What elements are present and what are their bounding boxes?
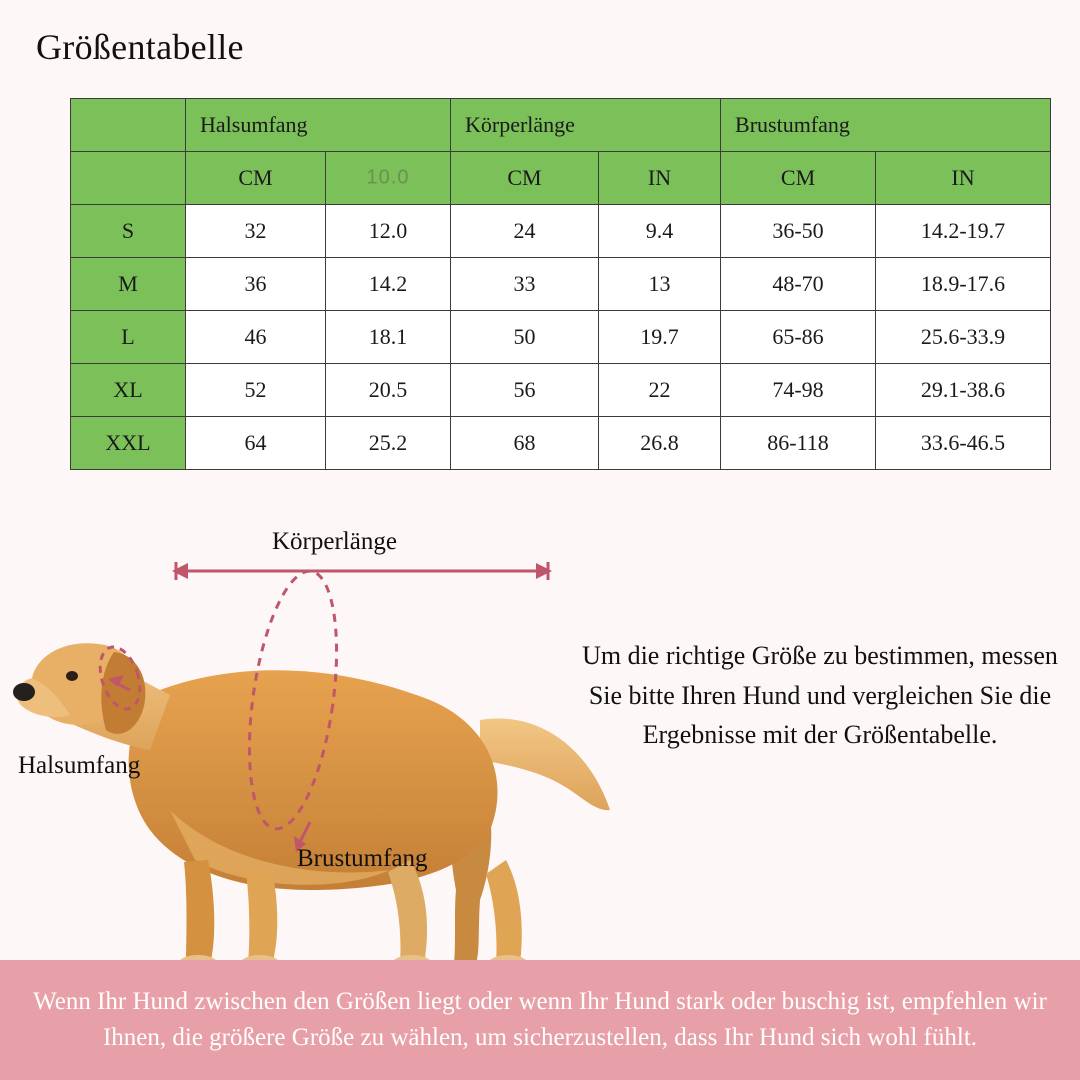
cell-body-in: 26.8 <box>599 417 721 470</box>
table-row <box>71 311 1051 364</box>
row-size-label: S <box>71 205 186 258</box>
table-row <box>71 205 1051 258</box>
label-body-length: Körperlänge <box>272 528 397 555</box>
cell-neck-cm: 64 <box>186 417 326 470</box>
cell-chest-in: 33.6-46.5 <box>876 417 1051 470</box>
bottom-note-text: Wenn Ihr Hund zwischen den Größen liegt oder wenn Ihr Hund stark oder buschig ist, empfehlen wir Ihnen, die größere Größe zu wählen, um sicherzustellen, dass Ihr Hund sich wohl fühlt. <box>33 987 1047 1051</box>
size-table <box>70 98 1051 470</box>
cell-chest-in: 25.6-33.9 <box>876 311 1051 364</box>
group-header-neck: Halsumfang <box>186 99 451 152</box>
cell-body-in: 19.7 <box>599 311 721 364</box>
ghost-artifact-text: 10.0 <box>366 166 410 189</box>
cell-body-cm: 24 <box>451 205 599 258</box>
instruction-text: Um die richtige Größe zu bestimmen, messen Sie bitte Ihren Hund und vergleichen Sie die Ergebnisse mit der Größentabelle. <box>582 641 1058 750</box>
row-size-label: XL <box>71 364 186 417</box>
cell-neck-cm: 46 <box>186 311 326 364</box>
cell-neck-in: 20.5 <box>326 364 451 417</box>
group-header-chest: Brustumfang <box>721 99 1051 152</box>
cell-body-cm: 56 <box>451 364 599 417</box>
cell-chest-cm: 86-118 <box>721 417 876 470</box>
cell-chest-cm: 65-86 <box>721 311 876 364</box>
cell-neck-cm: 32 <box>186 205 326 258</box>
table-row <box>71 258 1051 311</box>
unit-header-body-in: IN <box>599 152 721 205</box>
unit-header-neck-in <box>326 152 451 205</box>
cell-chest-cm: 48-70 <box>721 258 876 311</box>
cell-neck-in: 14.2 <box>326 258 451 311</box>
row-size-label: M <box>71 258 186 311</box>
cell-neck-cm: 52 <box>186 364 326 417</box>
unit-header-chest-cm: CM <box>721 152 876 205</box>
unit-header-neck-cm: CM <box>186 152 326 205</box>
page-title: Größentabelle <box>36 27 244 67</box>
table-group-header-row <box>71 99 1051 152</box>
cell-body-in: 9.4 <box>599 205 721 258</box>
cell-body-cm: 33 <box>451 258 599 311</box>
row-size-label: L <box>71 311 186 364</box>
label-neck: Halsumfang <box>18 752 141 779</box>
group-header-body: Körperlänge <box>451 99 721 152</box>
unit-header-chest-in: IN <box>876 152 1051 205</box>
table-unit-header-row <box>71 152 1051 205</box>
cell-neck-in: 12.0 <box>326 205 451 258</box>
size-table-container <box>70 98 1050 470</box>
unit-header-body-cm: CM <box>451 152 599 205</box>
bottom-note-banner <box>0 960 1080 1080</box>
row-size-label: XXL <box>71 417 186 470</box>
cell-chest-cm: 74-98 <box>721 364 876 417</box>
cell-body-in: 13 <box>599 258 721 311</box>
cell-chest-cm: 36-50 <box>721 205 876 258</box>
unit-header-blank <box>71 152 186 205</box>
body-length-arrow <box>172 560 552 582</box>
cell-chest-in: 14.2-19.7 <box>876 205 1051 258</box>
cell-body-cm: 68 <box>451 417 599 470</box>
cell-chest-in: 29.1-38.6 <box>876 364 1051 417</box>
cell-neck-in: 18.1 <box>326 311 451 364</box>
cell-chest-in: 18.9-17.6 <box>876 258 1051 311</box>
table-row <box>71 364 1051 417</box>
label-chest: Brustumfang <box>297 845 428 872</box>
table-row <box>71 417 1051 470</box>
table-corner-cell <box>71 99 186 152</box>
cell-neck-cm: 36 <box>186 258 326 311</box>
cell-neck-in: 25.2 <box>326 417 451 470</box>
cell-body-in: 22 <box>599 364 721 417</box>
cell-body-cm: 50 <box>451 311 599 364</box>
